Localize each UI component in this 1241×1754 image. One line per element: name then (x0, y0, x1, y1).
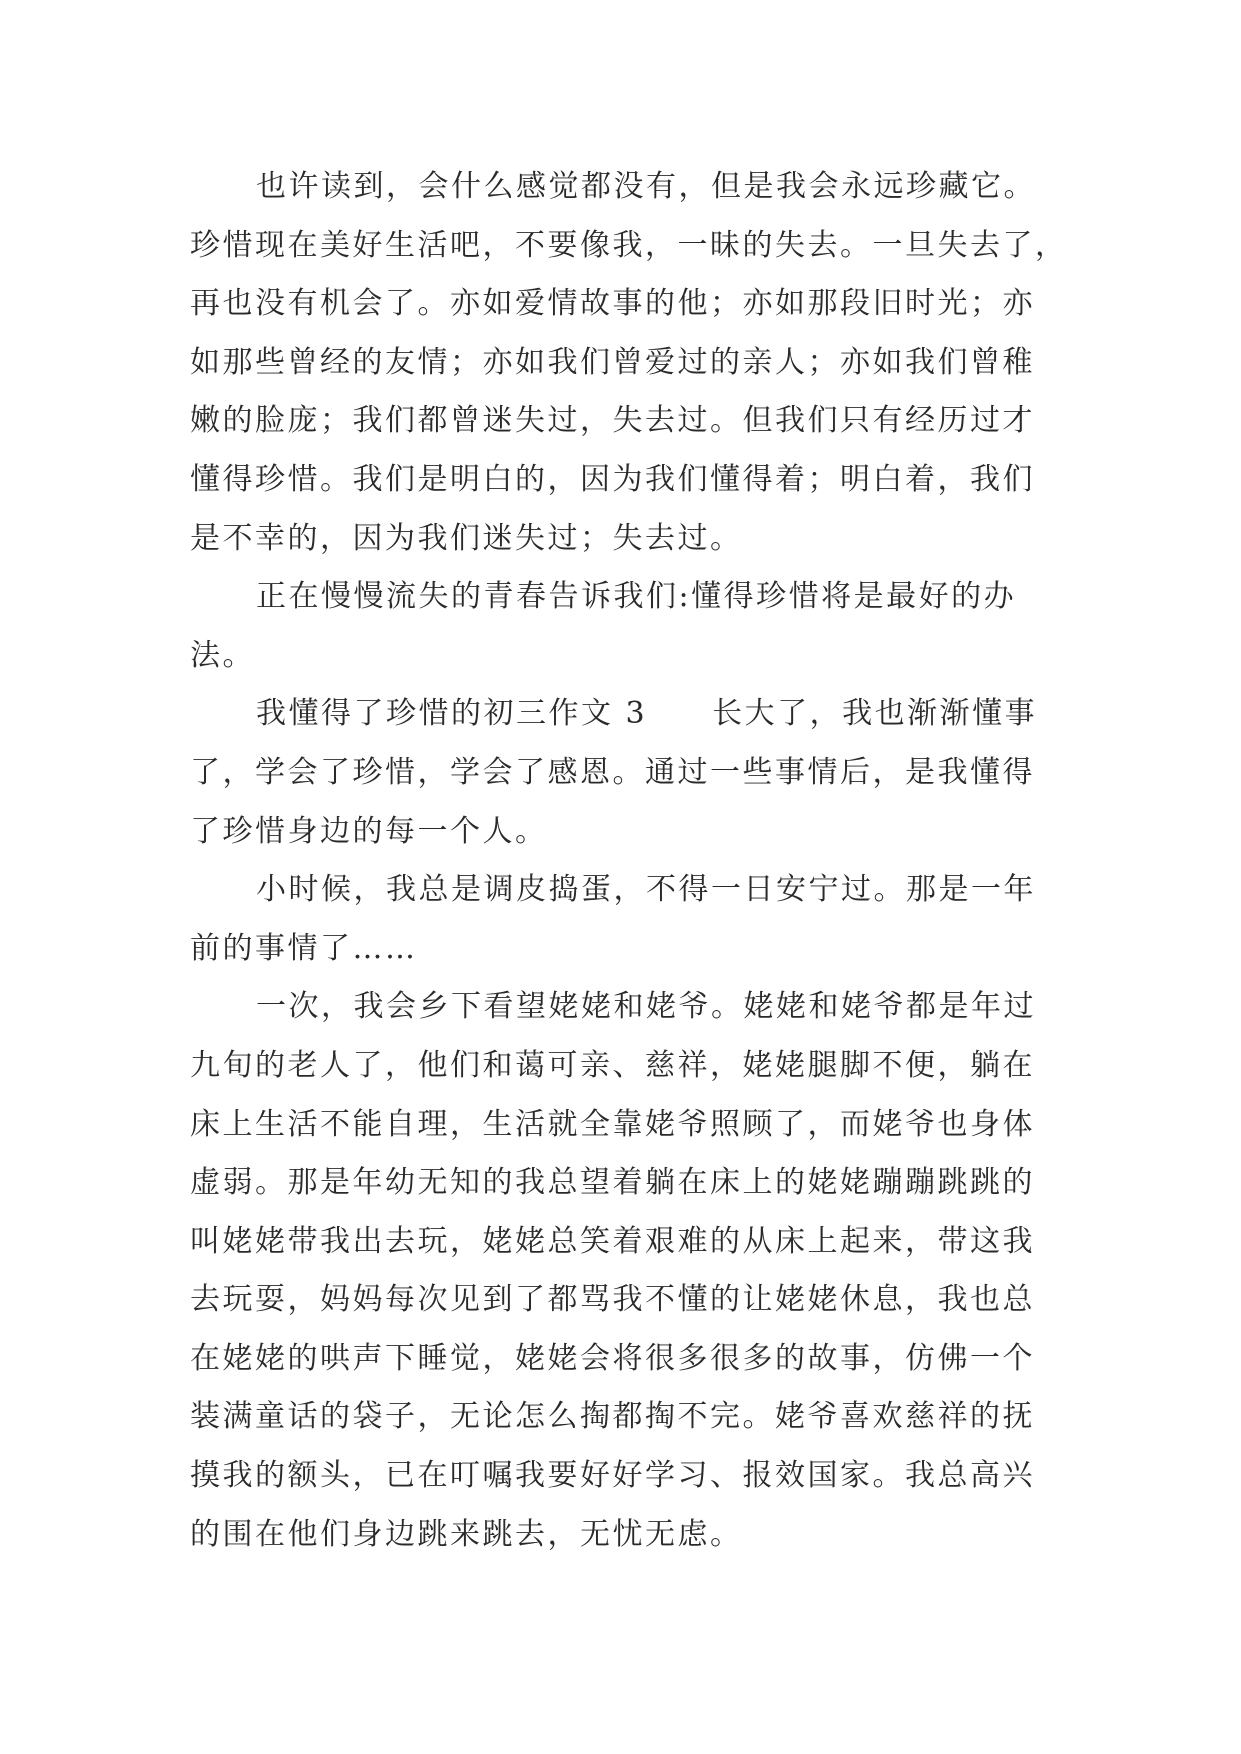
text-line: 嫩的脸庞；我们都曾迷失过，失去过。但我们只有经历过才 (190, 403, 1035, 439)
text-line: 正在慢慢流失的青春告诉我们:懂得珍惜将是最好的办 (256, 579, 1017, 615)
text-line: 去玩耍，妈妈每次见到了都骂我不懂的让姥姥休息，我也总 (190, 1282, 1035, 1318)
text-line: 珍惜现在美好生活吧，不要像我，一昧的失去。一旦失去了， (190, 227, 1068, 263)
text-line: 如那些曾经的友情；亦如我们曾爱过的亲人；亦如我们曾稚 (190, 344, 1035, 380)
text-line: 叫姥姥带我出去玩，姥姥总笑着艰难的从床上起来，带这我 (190, 1223, 1035, 1259)
text-line: 我懂得了珍惜的初三作文 3 长大了，我也渐渐懂事 (256, 696, 1038, 732)
text-line: 也许读到，会什么感觉都没有，但是我会永远珍藏它。 (256, 169, 1036, 204)
text-line: 法。 (190, 637, 255, 673)
text-line: 是不幸的，因为我们迷失过；失去过。 (190, 520, 743, 556)
text-line: 了，学会了珍惜，学会了感恩。通过一些事情后，是我懂得 (190, 754, 1035, 790)
text-line: 摸我的额头，已在叮嘱我要好好学习、报效国家。我总高兴 (190, 1458, 1035, 1494)
text-line: 一次，我会乡下看望姥姥和姥爷。姥姥和姥爷都是年过 (256, 989, 1036, 1025)
document-body (190, 158, 1068, 1564)
text-line: 虚弱。那是年幼无知的我总望着躺在床上的姥姥蹦蹦跳跳的 (190, 1165, 1035, 1201)
text-line: 九旬的老人了，他们和蔼可亲、慈祥，姥姥腿脚不便，躺在 (190, 1047, 1035, 1083)
text-line: 装满童话的袋子，无论怎么掏都掏不完。姥爷喜欢慈祥的抚 (190, 1399, 1035, 1435)
text-line: 前的事情了…… (190, 930, 418, 966)
text-line: 再也没有机会了。亦如爱情故事的他；亦如那段旧时光；亦 (190, 286, 1035, 322)
text-line: 的围在他们身边跳来跳去，无忧无虑。 (190, 1516, 743, 1552)
text-line: 在姥姥的哄声下睡觉，姥姥会将很多很多的故事，仿佛一个 (190, 1340, 1035, 1376)
text-line: 了珍惜身边的每一个人。 (190, 813, 548, 849)
text-line: 懂得珍惜。我们是明白的，因为我们懂得着；明白着，我们 (190, 461, 1035, 497)
text-line: 小时候，我总是调皮捣蛋，不得一日安宁过。那是一年 (256, 872, 1036, 908)
text-line: 床上生活不能自理，生活就全靠姥爷照顾了，而姥爷也身体 (190, 1106, 1035, 1142)
